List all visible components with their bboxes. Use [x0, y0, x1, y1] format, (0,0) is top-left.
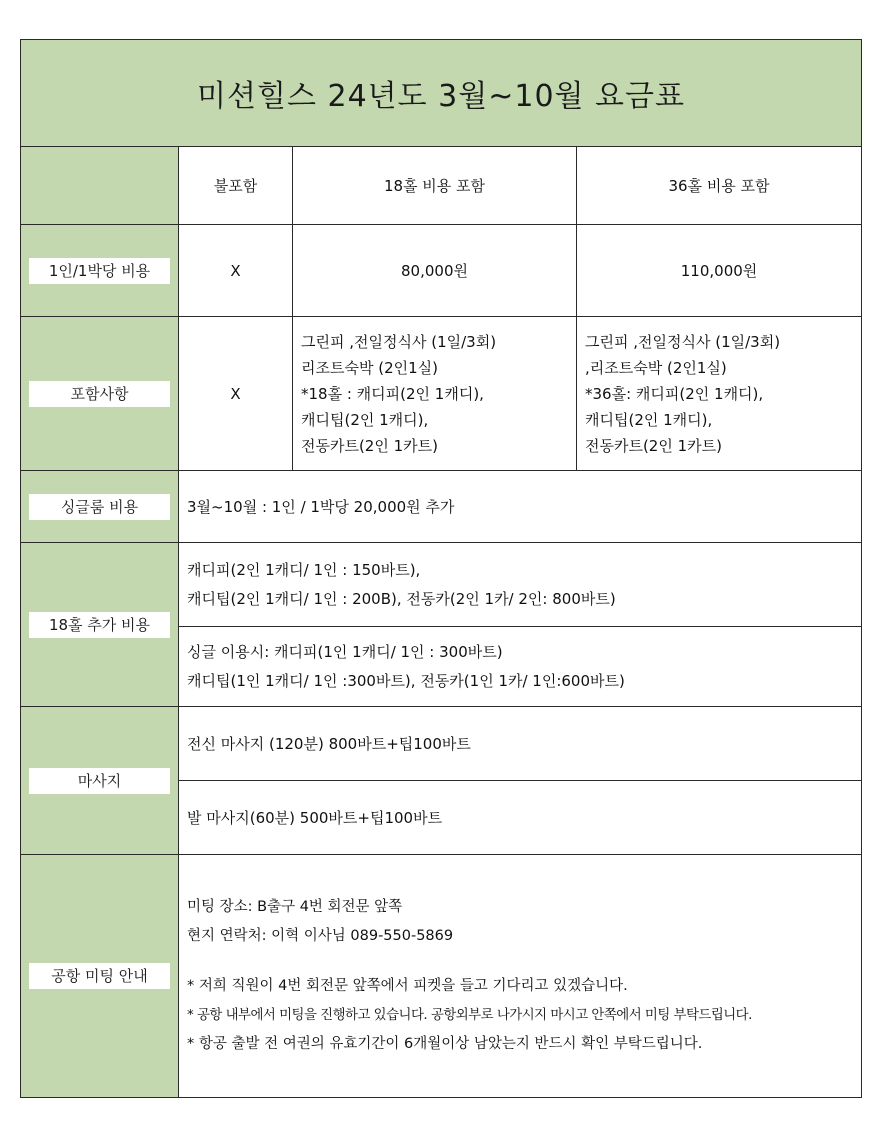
list-item: 그린피 ,전일정식사 (1일/3회): [301, 332, 497, 351]
extra-18-single: [179, 627, 862, 707]
massage-full-row: [21, 707, 862, 781]
includes-36-holes: [577, 317, 862, 471]
includes-18-holes: [293, 317, 577, 471]
airport-note: * 항공 출발 전 여권의 유효기간이 6개월이상 남았는지 반드시 확인 부탁드립니다.: [187, 1036, 703, 1052]
extra-18-single-line: 싱글 이용시: 캐디피(1인 1캐디/ 1인 : 300바트): [187, 642, 503, 661]
title-row: [21, 40, 862, 147]
header-18-holes: 18홀 비용 포함: [293, 147, 577, 225]
includes-label: 포함사항: [29, 381, 170, 407]
extra-18-group: [179, 543, 862, 627]
fee-table: [20, 39, 862, 1098]
airport-label-cell: [21, 855, 179, 1098]
list-item: *36홀: 캐디피(2인 1캐디),: [585, 384, 764, 403]
header-row: [21, 147, 862, 225]
single-room-row: [21, 471, 862, 543]
list-item: 캐디팁(2인 1캐디),: [301, 410, 429, 429]
list-item: 리조트숙박 (2인1실): [301, 358, 438, 377]
extra-18-single-line: 캐디팁(1인 1캐디/ 1인 :300바트), 전동카(1인 1카/ 1인:600바트): [187, 671, 625, 690]
list-item: 캐디팁(2인 1캐디),: [585, 410, 713, 429]
includes-label-cell: [21, 317, 179, 471]
list-item: 그린피 ,전일정식사 (1일/3회): [585, 332, 781, 351]
spacer: [187, 951, 853, 972]
price-label-cell: [21, 225, 179, 317]
airport-note: * 공항 내부에서 미팅을 진행하고 있습니다. 공항외부로 나가시지 마시고 안쪽에서 미팅 부탁드립니다.: [187, 1008, 752, 1023]
price-36-holes: 110,000원: [577, 225, 862, 317]
header-corner: [21, 147, 179, 225]
list-item: 전동카트(2인 1카트): [301, 436, 438, 455]
extra-18-group-line: 캐디피(2인 1캐디/ 1인 : 150바트),: [187, 560, 421, 579]
extra-18-group-row: [21, 543, 862, 627]
price-not-included: X: [179, 225, 293, 317]
airport-note: * 저희 직원이 4번 회전문 앞쪽에서 피켓을 들고 기다리고 있겠습니다.: [187, 978, 628, 994]
extra-18-group-line: 캐디팁(2인 1캐디/ 1인 : 200B), 전동카(2인 1카/ 2인: 800바트): [187, 589, 616, 608]
extra-18-label-cell: [21, 543, 179, 707]
massage-label-cell: [21, 707, 179, 855]
massage-foot: 발 마사지(60분) 500바트+팁100바트: [179, 781, 862, 855]
list-item: *18홀 : 캐디피(2인 1캐디),: [301, 384, 484, 403]
includes-not-included: X: [179, 317, 293, 471]
price-label: 1인/1박당 비용: [29, 258, 170, 284]
single-room-text: 3월~10월 : 1인 / 1박당 20,000원 추가: [179, 471, 862, 543]
single-room-label-cell: [21, 471, 179, 543]
meeting-place: 미팅 장소: B출구 4번 회전문 앞쪽: [187, 899, 403, 915]
massage-full-body: 전신 마사지 (120분) 800바트+팁100바트: [179, 707, 862, 781]
airport-row: [21, 855, 862, 1098]
price-18-holes: 80,000원: [293, 225, 577, 317]
massage-label: 마사지: [29, 768, 170, 794]
list-item: 전동카트(2인 1카트): [585, 436, 722, 455]
local-contact: 현지 연락처: 이혁 이사님 089-550-5869: [187, 928, 454, 944]
price-row: [21, 225, 862, 317]
airport-label: 공항 미팅 안내: [29, 963, 170, 989]
includes-row: [21, 317, 862, 471]
airport-info: [179, 855, 862, 1098]
header-36-holes: 36홀 비용 포함: [577, 147, 862, 225]
single-room-label: 싱글룸 비용: [29, 494, 170, 520]
list-item: ,리조트숙박 (2인1실): [585, 358, 727, 377]
header-not-included: 불포함: [179, 147, 293, 225]
extra-18-label: 18홀 추가 비용: [29, 612, 170, 638]
page-title: 미션힐스 24년도 3월~10월 요금표: [21, 40, 862, 147]
